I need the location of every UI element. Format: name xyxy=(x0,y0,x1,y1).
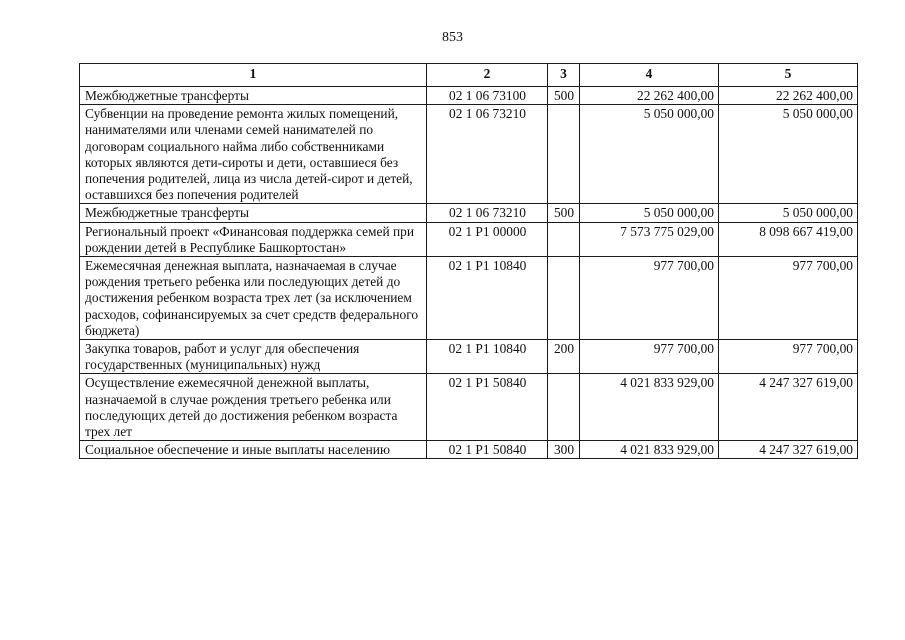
row-sum-1-cell: 4 021 833 929,00 xyxy=(580,441,719,459)
page-number: 853 xyxy=(442,30,463,45)
row-sum-2-cell: 8 098 667 419,00 xyxy=(719,222,858,256)
row-name-cell: Ежемесячная денежная выплата, назначаемая в случае рождения третьего ребенка или последующих детей до достижения ребенком возраста трех лет (за исключением расходов, софинансируемых за счет средств федерального бюджета) xyxy=(80,257,427,340)
row-type-cell xyxy=(548,222,580,256)
header-col-code: 2 xyxy=(427,64,548,87)
row-sum-2-cell: 977 700,00 xyxy=(719,257,858,340)
row-code-cell: 02 1 06 73210 xyxy=(427,105,548,204)
row-name-cell: Межбюджетные трансферты xyxy=(80,204,427,222)
row-name-cell: Межбюджетные трансферты xyxy=(80,87,427,105)
row-sum-1-cell: 5 050 000,00 xyxy=(580,204,719,222)
row-code-cell: 02 1 06 73210 xyxy=(427,204,548,222)
row-sum-2-cell: 4 247 327 619,00 xyxy=(719,374,858,441)
table-row xyxy=(80,340,858,374)
header-col-type: 3 xyxy=(548,64,580,87)
row-type-cell: 200 xyxy=(548,340,580,374)
row-sum-1-cell: 4 021 833 929,00 xyxy=(580,374,719,441)
row-sum-2-cell: 22 262 400,00 xyxy=(719,87,858,105)
row-sum-1-cell: 22 262 400,00 xyxy=(580,87,719,105)
table-row xyxy=(80,87,858,105)
table-header-row xyxy=(80,64,858,87)
row-code-cell: 02 1 P1 00000 xyxy=(427,222,548,256)
header-col-sum-1: 4 xyxy=(580,64,719,87)
table-row xyxy=(80,222,858,256)
row-type-cell: 300 xyxy=(548,441,580,459)
row-type-cell: 500 xyxy=(548,87,580,105)
table-row xyxy=(80,374,858,441)
row-code-cell: 02 1 P1 10840 xyxy=(427,340,548,374)
row-type-cell: 500 xyxy=(548,204,580,222)
row-code-cell: 02 1 P1 50840 xyxy=(427,374,548,441)
row-sum-1-cell: 7 573 775 029,00 xyxy=(580,222,719,256)
row-name-cell: Региональный проект «Финансовая поддержка семей при рождении детей в Республике Башкортостан» xyxy=(80,222,427,256)
row-name-cell: Осуществление ежемесячной денежной выплаты, назначаемой в случае рождения третьего ребенка или последующих детей до достижения ребенком возраста трех лет xyxy=(80,374,427,441)
row-code-cell: 02 1 P1 50840 xyxy=(427,441,548,459)
budget-table xyxy=(79,63,858,459)
row-sum-1-cell: 977 700,00 xyxy=(580,257,719,340)
row-sum-2-cell: 977 700,00 xyxy=(719,340,858,374)
row-type-cell xyxy=(548,374,580,441)
row-name-cell: Социальное обеспечение и иные выплаты населению xyxy=(80,441,427,459)
row-sum-2-cell: 5 050 000,00 xyxy=(719,204,858,222)
row-name-cell: Закупка товаров, работ и услуг для обеспечения государственных (муниципальных) нужд xyxy=(80,340,427,374)
table-row xyxy=(80,105,858,204)
header-col-name: 1 xyxy=(80,64,427,87)
table-row xyxy=(80,441,858,459)
header-col-sum-2: 5 xyxy=(719,64,858,87)
table-row xyxy=(80,257,858,340)
row-type-cell xyxy=(548,257,580,340)
row-sum-1-cell: 5 050 000,00 xyxy=(580,105,719,204)
row-type-cell xyxy=(548,105,580,204)
row-code-cell: 02 1 06 73100 xyxy=(427,87,548,105)
row-code-cell: 02 1 P1 10840 xyxy=(427,257,548,340)
row-sum-2-cell: 4 247 327 619,00 xyxy=(719,441,858,459)
table-row xyxy=(80,204,858,222)
row-sum-1-cell: 977 700,00 xyxy=(580,340,719,374)
row-name-cell: Субвенции на проведение ремонта жилых помещений, нанимателями или членами семей нанимателей по договорам социального найма либо собственниками которых являются дети-сироты и дети, оставшиеся без попечения родителей, лица из числа детей-сирот и детей, оставшихся без попечения родителей xyxy=(80,105,427,204)
row-sum-2-cell: 5 050 000,00 xyxy=(719,105,858,204)
